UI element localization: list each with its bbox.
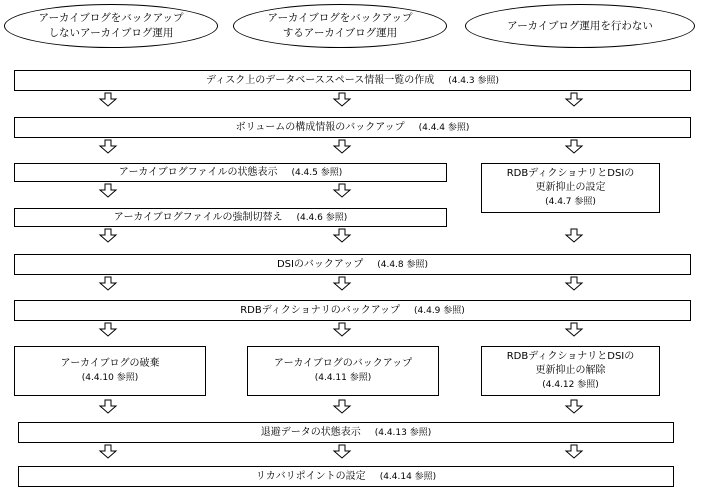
step-rdb-release bbox=[481, 346, 660, 396]
step-label: DSIのバックアップ bbox=[276, 258, 364, 270]
down-arrow-icon bbox=[100, 229, 116, 242]
step-archive-status bbox=[14, 163, 447, 182]
down-arrow-icon bbox=[100, 323, 116, 336]
header-line1: アーカイブログをバックアップ bbox=[38, 12, 184, 24]
down-arrow-icon bbox=[100, 140, 116, 153]
step-dsi-backup bbox=[14, 254, 691, 275]
down-arrow-icon bbox=[100, 400, 116, 413]
step-ref: (4.4.5 参照) bbox=[291, 167, 343, 178]
step-label: アーカイブログファイルの強制切替え bbox=[113, 211, 283, 223]
step-ref: (4.4.3 参照) bbox=[448, 75, 499, 86]
step-ref: (4.4.7 参照) bbox=[545, 197, 596, 207]
step-archive-discard bbox=[14, 346, 206, 396]
step-line2: 更新抑止の解除 bbox=[535, 365, 606, 376]
down-arrow-icon bbox=[100, 277, 116, 290]
down-arrow-icon bbox=[100, 184, 116, 197]
step-label: アーカイブログの破棄 bbox=[60, 358, 160, 369]
header-no-backup-archive bbox=[4, 4, 218, 48]
step-volume-backup bbox=[14, 117, 691, 138]
step-rdb-backup bbox=[14, 300, 691, 321]
header-line1: アーカイブログをバックアップ bbox=[267, 12, 413, 24]
step-ref: (4.4.12 参照) bbox=[542, 380, 599, 390]
step-label: RDBディクショナリのバックアップ bbox=[240, 304, 400, 316]
step-archive-backup bbox=[247, 346, 439, 396]
step-label: ディスク上のデータベーススペース情報一覧の作成 bbox=[206, 74, 435, 86]
step-label: アーカイブログファイルの状態表示 bbox=[118, 166, 278, 178]
down-arrow-icon bbox=[334, 400, 350, 413]
down-arrow-icon bbox=[566, 93, 582, 106]
down-arrow-icon bbox=[100, 445, 116, 458]
step-label: リカバリポイントの設定 bbox=[255, 470, 366, 482]
down-arrow-icon bbox=[566, 277, 582, 290]
step-disk-list bbox=[14, 70, 691, 91]
header-no-archive bbox=[465, 4, 695, 48]
header-line2: するアーカイブログ運用 bbox=[282, 27, 398, 39]
step-label: ボリュームの構成情報のバックアップ bbox=[235, 121, 405, 133]
down-arrow-icon bbox=[566, 140, 582, 153]
step-label: アーカイブログのバックアップ bbox=[273, 358, 413, 369]
step-ref: (4.4.14 参照) bbox=[379, 471, 437, 482]
step-line1: RDBディクショナリとDSIの bbox=[506, 351, 635, 362]
down-arrow-icon bbox=[334, 93, 350, 106]
step-ref: (4.4.11 参照) bbox=[314, 373, 372, 383]
down-arrow-icon bbox=[566, 445, 582, 458]
step-line2: 更新抑止の設定 bbox=[535, 182, 606, 193]
step-ref: (4.4.13 参照) bbox=[374, 427, 432, 438]
step-evac-status bbox=[18, 422, 674, 443]
header-backup-archive bbox=[233, 4, 447, 48]
down-arrow-icon bbox=[334, 323, 350, 336]
step-rdb-suppress bbox=[481, 163, 660, 213]
down-arrow-icon bbox=[334, 229, 350, 242]
step-ref: (4.4.8 参照) bbox=[377, 259, 429, 270]
down-arrow-icon bbox=[334, 140, 350, 153]
down-arrow-icon bbox=[566, 229, 582, 242]
step-ref: (4.4.4 参照) bbox=[418, 122, 470, 133]
down-arrow-icon bbox=[100, 93, 116, 106]
step-ref: (4.4.9 参照) bbox=[414, 305, 465, 316]
step-ref: (4.4.6 参照) bbox=[296, 212, 348, 223]
header-line2: しないアーカイブログ運用 bbox=[48, 27, 174, 39]
down-arrow-icon bbox=[334, 445, 350, 458]
header-line1: アーカイブログ運用を行わない bbox=[507, 19, 653, 32]
step-archive-switch bbox=[14, 208, 447, 227]
down-arrow-icon bbox=[566, 323, 582, 336]
step-line1: RDBディクショナリとDSIの bbox=[506, 168, 635, 179]
down-arrow-icon bbox=[334, 184, 350, 197]
down-arrow-icon bbox=[334, 277, 350, 290]
down-arrow-icon bbox=[566, 400, 582, 413]
step-label: 退避データの状態表示 bbox=[260, 426, 361, 438]
step-ref: (4.4.10 参照) bbox=[81, 373, 139, 383]
step-recovery-point bbox=[18, 466, 674, 487]
